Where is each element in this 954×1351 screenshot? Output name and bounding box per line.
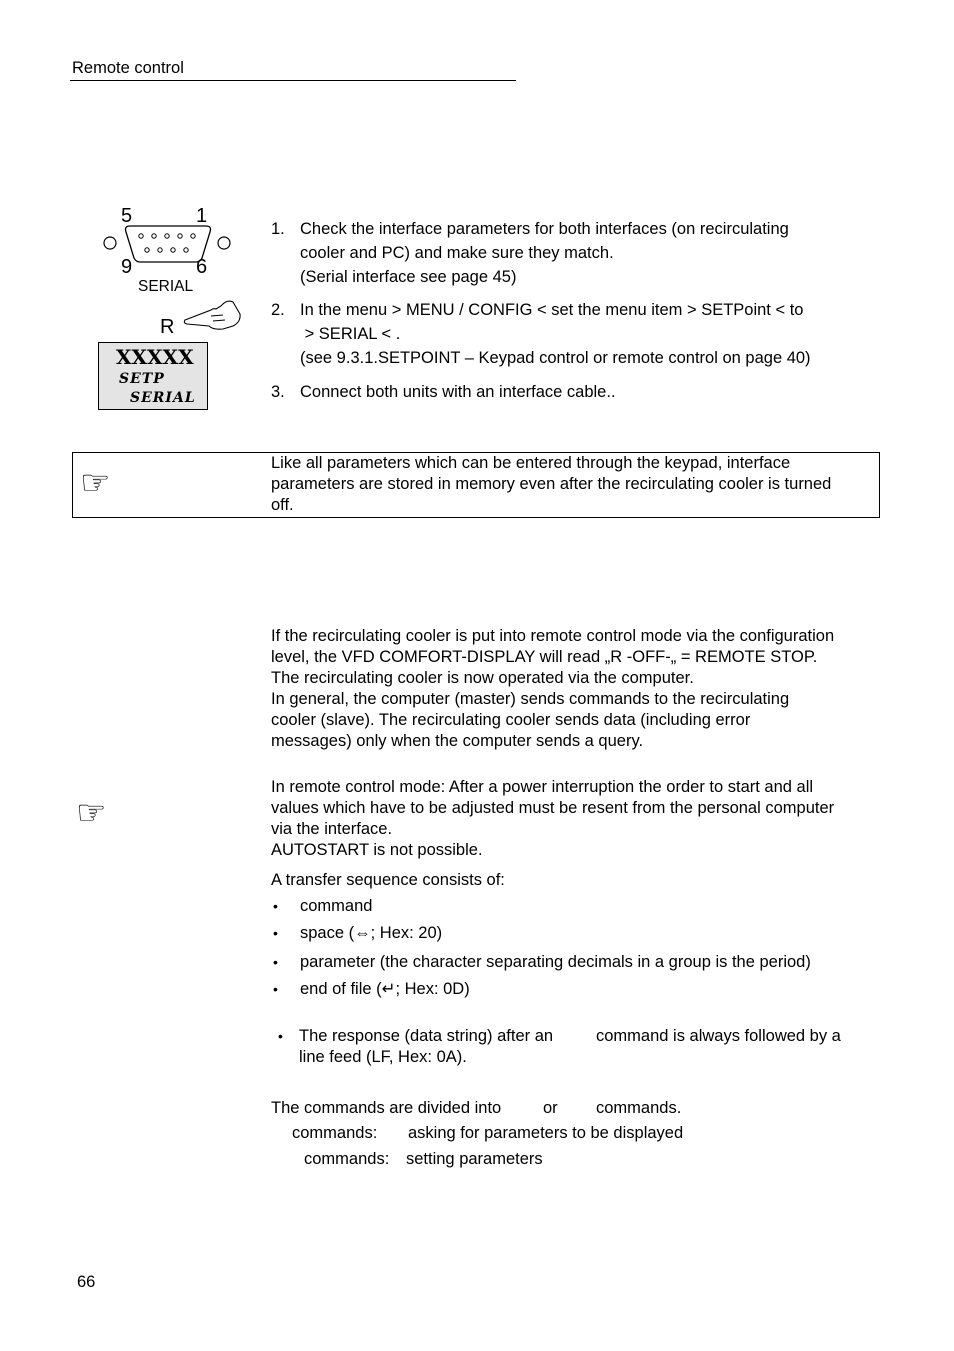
command-type-desc: setting parameters xyxy=(406,1150,543,1168)
header-divider xyxy=(70,80,516,81)
bullet-icon: • xyxy=(278,1028,283,1044)
step-text: cooler and PC) and make sure they match. xyxy=(300,244,614,262)
step-number: 3. xyxy=(271,383,285,401)
response-text: line feed (LF, Hex: 0A). xyxy=(299,1048,467,1066)
serial-label: SERIAL xyxy=(138,278,194,295)
note-text: off. xyxy=(271,496,294,514)
note-text: via the interface. xyxy=(271,820,393,838)
command-type-label: commands: xyxy=(304,1150,390,1168)
response-text: command is always followed by a xyxy=(596,1027,841,1045)
lcd-line-2: SETP xyxy=(119,371,165,387)
sequence-intro: A transfer sequence consists of: xyxy=(271,871,505,889)
command-type-desc: asking for parameters to be displayed xyxy=(408,1124,684,1142)
list-item: end of file (↵; Hex: 0D) xyxy=(300,980,470,998)
pointing-hand-icon: ☞ xyxy=(80,463,111,503)
remote-r-label: R xyxy=(160,316,175,338)
lcd-display xyxy=(98,342,208,410)
note-text: AUTOSTART is not possible. xyxy=(271,841,483,859)
paragraph-line: level, the VFD COMFORT-DISPLAY will read „R -OFF-„ = REMOTE STOP. xyxy=(271,648,818,666)
step-number: 2. xyxy=(271,301,285,319)
list-item: command xyxy=(300,897,373,915)
note-text: values which have to be adjusted must be resent from the personal computer xyxy=(271,799,835,817)
paragraph-line: cooler (slave). The recirculating cooler sends data (including error xyxy=(271,711,751,729)
bullet-icon: • xyxy=(273,981,278,997)
step-text: Check the interface parameters for both interfaces (on recirculating xyxy=(300,220,789,238)
response-text: The response (data string) after an xyxy=(299,1027,554,1045)
paragraph-line: The recirculating cooler is now operated via the computer. xyxy=(271,669,694,687)
step-text: In the menu > MENU / CONFIG < set the menu item > SETPoint < to xyxy=(300,301,804,319)
pin-label: 9 xyxy=(121,256,133,278)
pin-label: 5 xyxy=(121,205,133,227)
step-text: > SERIAL < . xyxy=(300,325,401,343)
pointing-hand-icon xyxy=(183,296,243,332)
lcd-line-1: XXXXX xyxy=(116,345,194,369)
db9-connector-icon xyxy=(100,222,235,266)
bullet-icon: • xyxy=(273,925,278,941)
step-number: 1. xyxy=(271,220,285,238)
note-text: Like all parameters which can be entered through the keypad, interface xyxy=(271,454,791,472)
lcd-line-3: SERIAL xyxy=(130,390,196,406)
list-item: parameter (the character separating decimals in a group is the period) xyxy=(300,953,811,971)
page-number: 66 xyxy=(77,1273,96,1291)
pin-label: 1 xyxy=(196,205,208,227)
commands-intro: or xyxy=(543,1099,558,1117)
step-text: Connect both units with an interface cable.. xyxy=(300,383,616,401)
bullet-icon: • xyxy=(273,898,278,914)
command-type-label: commands: xyxy=(292,1124,378,1142)
note-text: parameters are stored in memory even after the recirculating cooler is turned xyxy=(271,475,832,493)
paragraph-line: If the recirculating cooler is put into remote control mode via the configuration xyxy=(271,627,835,645)
bullet-icon: • xyxy=(273,954,278,970)
step-text: (see 9.3.1.SETPOINT – Keypad control or remote control on page 40) xyxy=(300,349,811,367)
commands-intro: The commands are divided into xyxy=(271,1099,502,1117)
paragraph-line: In general, the computer (master) sends commands to the recirculating xyxy=(271,690,790,708)
commands-intro: commands. xyxy=(596,1099,682,1117)
paragraph-line: messages) only when the computer sends a query. xyxy=(271,732,644,750)
pointing-hand-icon: ☞ xyxy=(76,793,107,833)
list-item: space (⇔; Hex: 20) xyxy=(300,924,443,942)
note-text: In remote control mode: After a power interruption the order to start and all xyxy=(271,778,814,796)
step-text: (Serial interface see page 45) xyxy=(300,268,517,286)
page-header-title: Remote control xyxy=(72,59,184,77)
pin-label: 6 xyxy=(196,256,208,278)
